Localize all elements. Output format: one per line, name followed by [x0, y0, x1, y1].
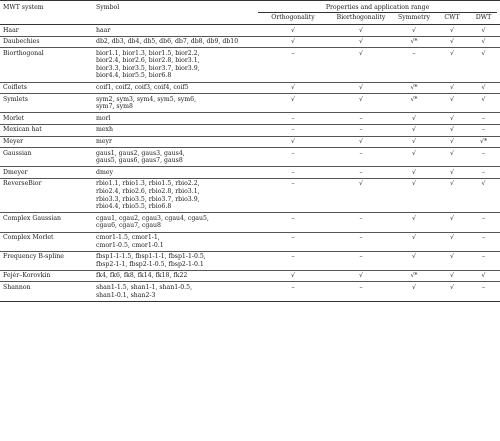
cell-cwt: √ [450, 180, 454, 188]
cell-symmetry: √ [412, 126, 416, 134]
symbol-line: sym7, sym8 [96, 103, 133, 111]
table-row [0, 282, 500, 301]
cell-dwt: – [481, 234, 486, 241]
cell-symbol [93, 25, 255, 37]
cell-cwt: √ [450, 272, 454, 280]
cell-symmetry: √ [412, 180, 416, 188]
symbol-line: coif1, coif2, coif3, coif4, coif5 [96, 84, 189, 92]
cell-orthogonality: – [291, 149, 295, 157]
cell-dwt: – [481, 149, 486, 157]
cell-biorthogonality: – [359, 234, 363, 241]
header-orthogonality: Orthogonality [255, 13, 331, 25]
symbol-line: fk4, fk6, fk8, fk14, fk18, fk22 [96, 272, 188, 280]
cell-orthogonality: – [291, 126, 295, 134]
cell-symmetry: √* [410, 84, 418, 92]
cell-orthogonality: – [291, 180, 295, 188]
header-mwt-system: MWT system [3, 4, 44, 11]
cell-dwt: – [481, 283, 486, 291]
cell-symmetry: √ [412, 253, 416, 261]
cell-mwt-system: Biorthogonal [3, 49, 44, 57]
cell-symmetry: √ [412, 168, 416, 176]
cell-symbol [93, 232, 255, 251]
cell-cwt: √ [450, 138, 454, 146]
table-row [0, 82, 500, 94]
header-symmetry: Symmetry [391, 13, 437, 25]
cell-mwt-system: Daubechies [3, 38, 40, 46]
symbol-line: shan1-1.5, shan1-1, shan1-0.5, [96, 283, 193, 291]
cell-symbol [93, 251, 255, 270]
cell-symbol [93, 82, 255, 94]
cell-dwt: √ [481, 95, 486, 103]
cell-orthogonality: √ [291, 26, 295, 34]
cell-symbol [93, 94, 255, 113]
cell-symmetry: √* [410, 272, 418, 280]
cell-cwt: √ [450, 234, 454, 241]
cell-orthogonality: – [291, 168, 295, 176]
cell-symmetry: √ [412, 234, 416, 241]
symbol-line: fbsp1-1-1.5, fbsp1-1-1, fbsp1-1-0.5, [96, 253, 206, 261]
header-properties-label: Properties and application range [258, 4, 497, 13]
cell-biorthogonality: – [359, 214, 363, 222]
cell-biorthogonality: √ [359, 138, 363, 146]
table-row [0, 178, 500, 212]
header-blank-2 [93, 13, 255, 25]
symbol-line: cgau6, cgau7, cgau8 [96, 222, 161, 230]
cell-mwt-system: Dmeyer [3, 168, 28, 176]
symbol-line: bior1.1, bior1.3, bior1.5, bior2.2, [96, 49, 200, 57]
symbol-line: morl [96, 114, 111, 122]
table-row [0, 213, 500, 232]
cell-mwt-system: Complex Gaussian [3, 214, 62, 222]
cell-mwt-system: Gaussian [3, 149, 32, 157]
cell-cwt: √ [450, 283, 454, 291]
cell-biorthogonality: – [359, 114, 363, 122]
cell-cwt: √ [450, 214, 454, 222]
header-properties [255, 1, 500, 14]
cell-orthogonality: – [291, 283, 295, 291]
cell-biorthogonality: – [359, 126, 363, 134]
symbol-line: fbsp2-1-1, fbsp2-1-0.5, fbsp2-1-0.1 [96, 260, 204, 268]
symbol-line: haar [96, 26, 111, 34]
cell-cwt: √ [450, 126, 454, 134]
symbol-line: rbio1.1, rbio1.3, rbio1.5, rbio2.2, [96, 180, 200, 188]
header-blank-1 [0, 13, 93, 25]
cell-orthogonality: – [291, 114, 295, 122]
symbol-line: mexh [96, 126, 114, 134]
cell-symmetry: √ [412, 149, 416, 157]
cell-biorthogonality: – [359, 253, 363, 261]
cell-mwt-system: Shannon [3, 283, 31, 291]
cell-orthogonality: √ [291, 38, 295, 46]
cell-symbol [93, 124, 255, 136]
symbol-line: dmey [96, 168, 113, 176]
cell-cwt: √ [450, 26, 454, 34]
header-row-1 [0, 1, 500, 14]
cell-mwt-system: Complex Morlet [3, 234, 54, 241]
cell-dwt: – [481, 168, 486, 176]
symbol-line: sym2, sym3, sym4, sym5, sym6, [96, 95, 197, 103]
cell-symmetry: √ [412, 283, 416, 291]
cell-biorthogonality: √ [359, 49, 363, 57]
cell-dwt: – [481, 214, 486, 222]
cell-dwt: – [481, 114, 486, 122]
cell-orthogonality: – [291, 253, 295, 261]
cell-cwt: √ [450, 114, 454, 122]
cell-cwt: √ [450, 168, 454, 176]
symbol-line: rbio2.4, rbio2.6, rbio2.8, rbio3.1, [96, 188, 200, 196]
cell-dwt: √ [481, 38, 486, 46]
table-row [0, 270, 500, 282]
cell-biorthogonality: √ [359, 180, 363, 188]
cell-orthogonality: √ [291, 95, 295, 103]
cell-symmetry: √ [412, 214, 416, 222]
cell-symmetry: √* [410, 95, 418, 103]
cell-biorthogonality: √ [359, 38, 363, 46]
cell-symbol [93, 48, 255, 82]
cell-mwt-system: Coiflets [3, 84, 27, 92]
symbol-line: bior4.4, bior5.5, bior6.8 [96, 72, 172, 80]
cell-symbol [93, 36, 255, 48]
table-row [0, 94, 500, 113]
cell-symbol [93, 167, 255, 179]
cell-cwt: √ [450, 38, 454, 46]
cell-dwt: – [481, 126, 486, 134]
cell-mwt-system: Symlets [3, 95, 28, 103]
table-row [0, 232, 500, 251]
cell-mwt-system: Morlet [3, 114, 25, 122]
symbol-line: gaus1, gaus2, gaus3, gaus4, [96, 149, 185, 157]
symbol-line: rbio4.4, rbio5.5, rbio6.8 [96, 203, 172, 211]
header-dwt: DWT [467, 13, 500, 25]
cell-symmetry: √ [412, 114, 416, 122]
cell-symmetry: √ [412, 138, 416, 146]
cell-biorthogonality: – [359, 168, 363, 176]
table-row [0, 251, 500, 270]
cell-orthogonality: – [291, 214, 295, 222]
cell-cwt: √ [450, 253, 454, 261]
cell-biorthogonality: √ [359, 26, 363, 34]
cell-symbol [93, 148, 255, 167]
symbol-line: cmor1-0.5, cmor1-0.1 [96, 241, 164, 249]
cell-dwt: √* [480, 138, 488, 146]
cell-orthogonality: – [291, 234, 295, 241]
header-cwt: CWT [437, 13, 467, 25]
cell-cwt: √ [450, 95, 454, 103]
cell-dwt: √ [481, 180, 486, 188]
symbol-line: cgau1, cgau2, cgau3, cgau4, cgau5, [96, 214, 209, 222]
cell-biorthogonality: – [359, 283, 363, 291]
cell-orthogonality: – [291, 49, 295, 57]
header-row-2 [0, 13, 500, 25]
cell-orthogonality: √ [291, 138, 295, 146]
cell-symbol [93, 282, 255, 301]
cell-symbol [93, 113, 255, 125]
table-row [0, 148, 500, 167]
cell-orthogonality: √ [291, 84, 295, 92]
symbol-line: bior3.3, bior3.5, bior3.7, bior3.9, [96, 64, 200, 72]
cell-symmetry: √* [410, 38, 418, 46]
cell-orthogonality: √ [291, 272, 295, 280]
symbol-line: cmor1-1.5, cmor1-1, [96, 234, 160, 241]
cell-cwt: √ [450, 149, 454, 157]
symbol-line: shan1-0.1, shan2-3 [96, 291, 156, 299]
cell-dwt: √ [481, 26, 486, 34]
symbol-line: gaus5, gaus6, gaus7, gaus8 [96, 157, 183, 165]
table-row [0, 25, 500, 37]
symbol-line: db2, db3, db4, db5, db6, db7, db8, db9, db10 [96, 38, 239, 46]
cell-dwt: – [481, 253, 486, 261]
table-row [0, 167, 500, 179]
table-row [0, 136, 500, 148]
cell-biorthogonality: √ [359, 272, 363, 280]
cell-mwt-system: ReverseBior [3, 180, 42, 188]
header-biorthogonality: Biorthogonality [331, 13, 391, 25]
cell-symmetry: √ [412, 26, 416, 34]
cell-mwt-system: Frequency B-spline [3, 253, 64, 261]
cell-dwt: √ [481, 272, 486, 280]
cell-symbol [93, 270, 255, 282]
cell-biorthogonality: √ [359, 95, 363, 103]
table-row [0, 124, 500, 136]
cell-symbol [93, 213, 255, 232]
cell-mwt-system: Fejér–Korovkin [3, 272, 51, 280]
cell-dwt: √ [481, 49, 486, 57]
table-row [0, 113, 500, 125]
symbol-line: rbio3.3, rbio3.5, rbio3.7, rbio3.9, [96, 195, 200, 203]
cell-biorthogonality: – [359, 149, 363, 157]
table-row [0, 36, 500, 48]
cell-cwt: √ [450, 49, 454, 57]
cell-mwt-system: Haar [3, 26, 19, 34]
table-row [0, 48, 500, 82]
symbol-line: meyr [96, 138, 112, 146]
cell-symbol [93, 178, 255, 212]
cell-mwt-system: Meyer [3, 138, 24, 146]
cell-biorthogonality: √ [359, 84, 363, 92]
cell-cwt: √ [450, 84, 454, 92]
symbol-line: bior2.4, bior2.6, bior2.8, bior3.1, [96, 57, 200, 65]
table-body [0, 25, 500, 302]
cell-symbol [93, 136, 255, 148]
cell-symmetry: – [412, 49, 416, 57]
header-symbol: Symbol [96, 4, 120, 11]
cell-dwt: √ [481, 84, 486, 92]
cell-mwt-system: Mexican hat [3, 126, 42, 134]
